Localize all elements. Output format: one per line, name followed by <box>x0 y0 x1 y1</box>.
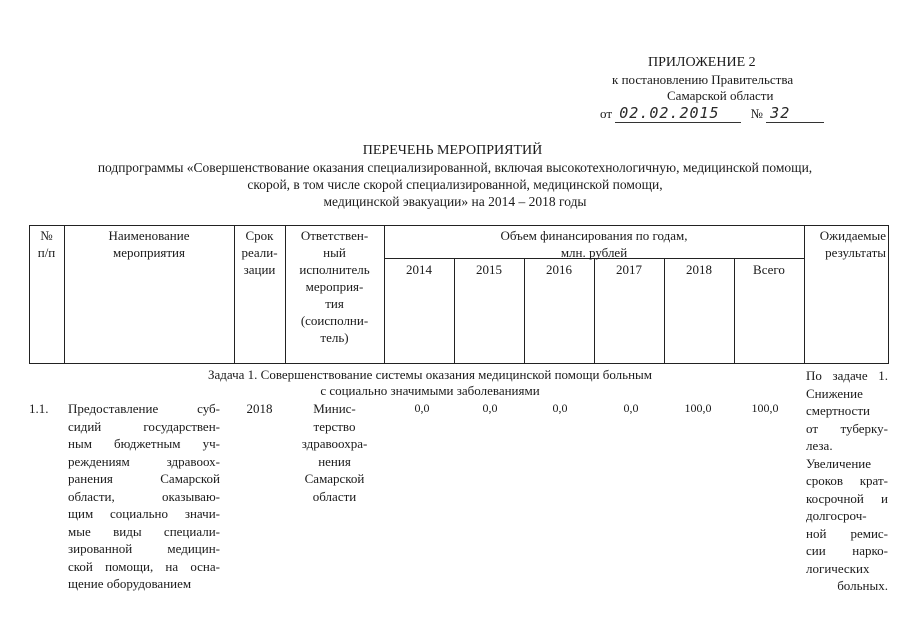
handwritten-date: 02.02.2015 <box>615 104 741 123</box>
appendix-line-2: Самарской области <box>667 88 774 103</box>
row-executor: Минис- терство здравоохра- нения Самарской области <box>301 401 368 504</box>
header-year-2018: 2018 <box>686 262 712 277</box>
document-title: ПЕРЕЧЕНЬ МЕРОПРИЯТИЙ <box>362 143 543 158</box>
subtitle-line-1: подпрограммы «Совершенствование оказания специализированной, включая высокотехнологичную, медицинской помощи, <box>97 160 813 175</box>
value-total: 100,0 <box>751 401 779 415</box>
header-financing: Объем финансирования по годам, млн. рублей <box>500 228 688 260</box>
appendix-line-1: к постановлению Правительства <box>612 72 794 87</box>
handwritten-number: 32 <box>766 104 824 123</box>
header-executor: Ответствен- ный исполнитель мероприя- тия (соисполни- тель) <box>299 228 370 345</box>
header-year-2017: 2017 <box>616 262 642 277</box>
row-number: 1.1. <box>29 401 49 416</box>
value-2017: 0,0 <box>623 401 639 415</box>
header-results: Ожидаемые результаты <box>819 228 886 260</box>
subtitle-line-3: медицинской эвакуации» на 2014 – 2018 годы <box>323 194 587 209</box>
number-prefix: № <box>750 106 763 121</box>
subtitle-line-2: скорой, в том числе скорой специализированной, медицинской помощи, <box>247 177 663 192</box>
row-term: 2018 <box>246 401 273 416</box>
row-results: По задаче 1. Снижение смертности от туберку- леза. Увеличение сроков крат- косрочной и долгосроч- ной ремис- сии нарко- логических больных. <box>806 368 888 593</box>
header-total: Всего <box>753 262 785 277</box>
task-heading: Задача 1. Совершенствование системы оказания медицинской помощи больным с социально значимыми заболеваниями <box>207 367 653 398</box>
appendix-title: ПРИЛОЖЕНИЕ 2 <box>648 55 756 70</box>
row-name: Предоставление суб- сидий государствен- ным бюджетным уч- реждениям здравоох- ранения Самарской области, оказываю- щим социально значи- мые виды специали- зированной медицин- ской помощи, на осна- щение оборудованием <box>68 401 220 591</box>
header-term: Срок реали- зации <box>241 228 278 277</box>
date-prefix: от <box>600 106 613 121</box>
header-num: № п/п <box>37 228 56 260</box>
value-2015: 0,0 <box>482 401 498 415</box>
value-2016: 0,0 <box>552 401 568 415</box>
header-year-2016: 2016 <box>546 262 572 277</box>
appendix-date-row <box>600 104 824 123</box>
header-year-2015: 2015 <box>476 262 502 277</box>
value-2018: 100,0 <box>684 401 712 415</box>
header-name: Наименование мероприятия <box>108 228 190 260</box>
table-divider <box>804 225 805 364</box>
header-year-2014: 2014 <box>406 262 432 277</box>
value-2014: 0,0 <box>414 401 430 415</box>
